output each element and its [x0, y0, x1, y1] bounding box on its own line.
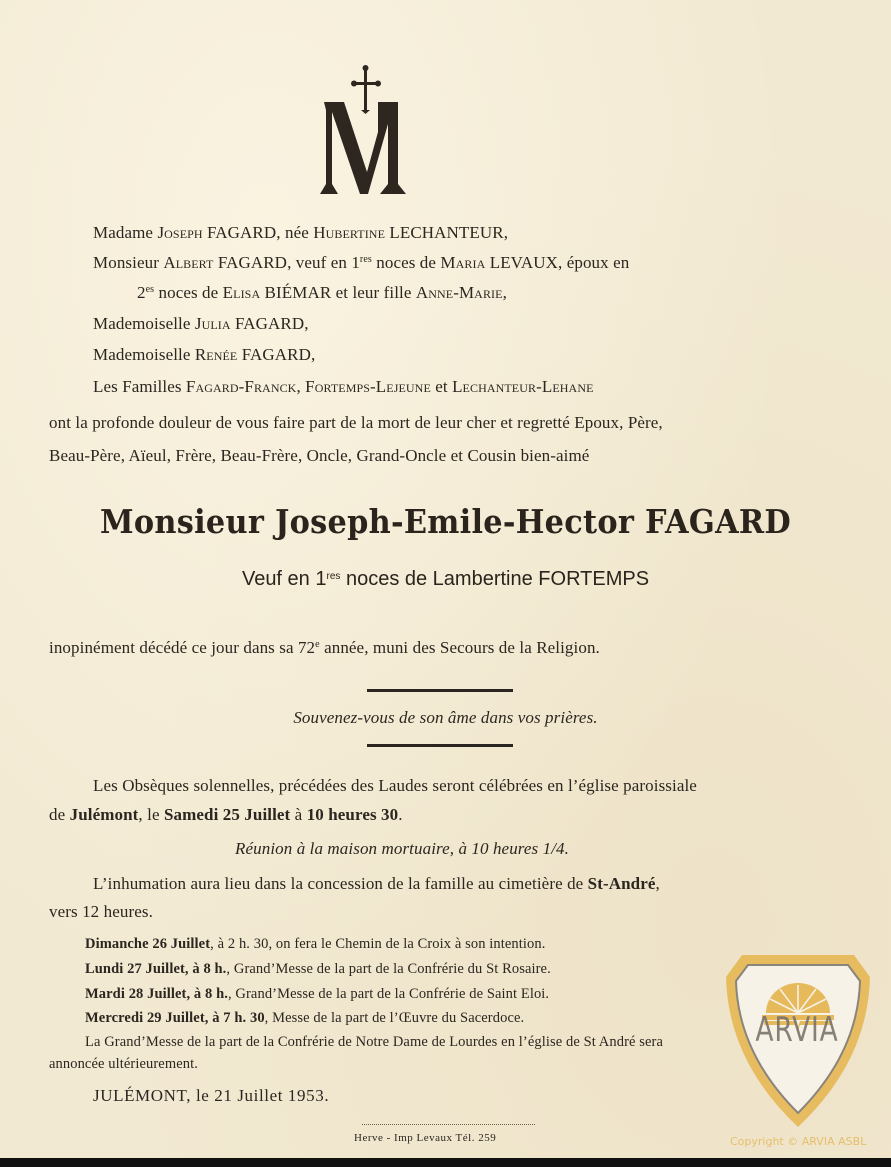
dateline: JULÉMONT, le 21 Juillet 1953. [93, 1086, 330, 1105]
text: et [430, 377, 453, 396]
family-line [93, 314, 309, 334]
superscript: res [359, 254, 372, 265]
schedule-day: Mercredi 29 Juillet [85, 1010, 205, 1026]
schedule-day: Mardi 28 Juillet [85, 986, 187, 1002]
schedule-day: Dimanche 26 Juillet [85, 936, 211, 952]
text: , le [138, 805, 164, 824]
burial-time: vers 12 heures. [49, 902, 153, 921]
family-line [93, 253, 629, 273]
text: , [296, 377, 306, 396]
schedule-time: , à 8 h. [186, 986, 228, 1002]
schedule-day: Lundi 27 Juillet [85, 961, 185, 977]
text: Madame [93, 223, 158, 242]
text: Mademoiselle [93, 345, 195, 364]
name: FAGARD [213, 253, 288, 272]
announcement-line: Beau-Père, Aïeul, Frère, Beau-Frère, Oncle, Grand-Oncle et Cousin bien-aimé [49, 446, 590, 465]
reunion-line: Réunion à la maison mortuaire, à 10 heures 1/4. [235, 839, 569, 858]
text: de [49, 805, 70, 824]
printer-credit: Herve - Imp Levaux Tél. 259 [354, 1132, 497, 1144]
funeral-line [49, 805, 403, 825]
text: Mademoiselle [93, 314, 195, 333]
name: Fagard-Franck [185, 377, 297, 396]
death-line [49, 638, 600, 658]
schedule-time: , à 8 h. [184, 961, 227, 977]
superscript: e [315, 639, 320, 650]
burial-line [93, 874, 660, 894]
cross-monogram-icon [318, 64, 414, 198]
later-line: annoncée ultérieurement. [49, 1056, 198, 1072]
schedule-time: , à 2 h. 30 [210, 936, 269, 952]
date: Samedi 25 Juillet [163, 805, 291, 824]
schedule-item [85, 986, 549, 1003]
text: noces de [154, 283, 223, 302]
scan-border [0, 1158, 891, 1167]
dotted-rule [362, 1124, 535, 1125]
schedule-text: , Grand’Messe de la part de la Confrérie de Saint Eloi. [227, 986, 550, 1002]
text: noces de [371, 253, 441, 272]
text: , [304, 314, 309, 333]
announcement-line: ont la profonde douleur de vous faire part de la mort de leur cher et regretté Epoux, Père, [49, 413, 663, 432]
text: année, muni des Secours de la Religion. [319, 638, 600, 657]
place: St-André [587, 874, 656, 893]
superscript: res [326, 571, 341, 582]
text: , veuf en 1 [287, 253, 360, 272]
name: Renée FAGARD [194, 345, 311, 364]
schedule-item [85, 961, 551, 978]
text: Veuf en 1 [241, 568, 327, 590]
text: , née [276, 223, 314, 242]
text: . [398, 805, 403, 824]
family-line [137, 283, 507, 303]
text: 2 [137, 283, 146, 302]
schedule-text: , on fera le Chemin de la Croix à son intention. [268, 936, 546, 952]
name: Albert [163, 253, 214, 272]
text: et leur fille [331, 283, 416, 302]
text: L’inhumation aura lieu dans la concession de la famille au cimetière de [93, 874, 588, 893]
time: 10 heures 30 [306, 805, 399, 824]
name: Julia FAGARD [194, 314, 305, 333]
schedule-text: , Messe de la part de l’Œuvre du Sacerdoce. [264, 1010, 525, 1026]
text: inopinément décédé ce jour dans sa 72 [49, 638, 316, 657]
family-line [93, 377, 594, 397]
family-line [93, 345, 315, 365]
name: Hubertine LECHANTEUR [313, 223, 504, 242]
later-line: La Grand’Messe de la part de la Confrérie de Notre Dame de Lourdes en l’église de St André sera [85, 1034, 664, 1050]
deceased-subtitle [0, 568, 891, 591]
name: Anne-Marie [415, 283, 503, 302]
schedule-item [85, 936, 545, 953]
schedule-item [85, 1010, 524, 1027]
text: , [503, 223, 509, 242]
divider [367, 689, 513, 692]
name: Fortemps-Lejeune [305, 377, 431, 396]
place: Julémont [69, 805, 139, 824]
text: Monsieur [93, 253, 164, 272]
divider [367, 744, 513, 747]
funeral-line: Les Obsèques solennelles, précédées des Laudes seront célébrées en l’église paroissiale [93, 776, 697, 795]
text: , [502, 283, 507, 302]
watermark-copyright: Copyright © ARVIA ASBL [730, 1135, 867, 1148]
text: noces de Lambertine FORTEMPS [340, 568, 650, 590]
name: Maria LEVAUX [440, 253, 558, 272]
text: , époux en [558, 253, 630, 272]
schedule-time: , à 7 h. 30 [204, 1010, 265, 1026]
family-line [93, 223, 508, 243]
name: Joseph FAGARD [157, 223, 277, 242]
prayer-line: Souvenez-vous de son âme dans vos prières. [293, 708, 598, 727]
watermark-name: ARVIA [755, 1010, 839, 1050]
text: Les Familles [93, 377, 186, 396]
text: , [310, 345, 316, 364]
superscript: es [145, 284, 155, 295]
name: Lechanteur-Lehane [452, 377, 594, 396]
schedule-text: , Grand’Messe de la part de la Confrérie du St Rosaire. [226, 961, 551, 977]
deceased-name: Monsieur Joseph-Emile-Hector FAGARD [99, 502, 792, 541]
text: à [290, 805, 307, 824]
text: , [655, 874, 660, 893]
name: Elisa BIÉMAR [222, 283, 332, 302]
